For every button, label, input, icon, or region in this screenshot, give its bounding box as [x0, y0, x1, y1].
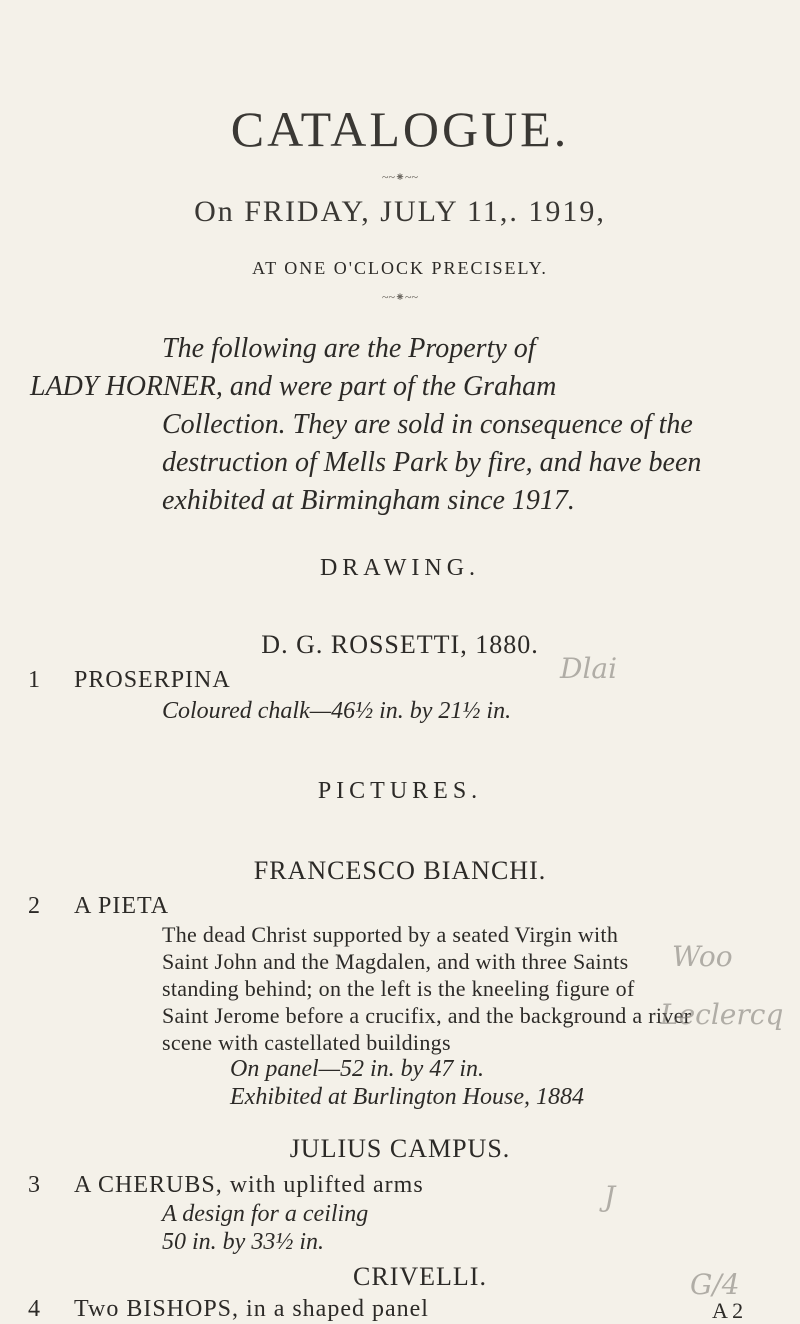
intro-line-1: The following are the Property of [162, 333, 536, 364]
lot-2-medium: On panel—52 in. by 47 in. [230, 1056, 484, 1082]
lot-2-title: A PIETA [74, 893, 170, 919]
section-heading-pictures: PICTURES. [317, 778, 483, 804]
lot-4-annotation: G/4 [690, 1268, 740, 1301]
lot-1-artist: D. G. ROSSETTI, 1880. [261, 630, 539, 659]
section-heading-drawing: DRAWING. [319, 555, 481, 581]
page-signature-mark: A 2 [712, 1298, 744, 1323]
lot-2-exhibited: Exhibited at Burlington House, 1884 [230, 1084, 584, 1110]
intro-line-2: LADY HORNER, and were part of the Graham [30, 371, 557, 402]
lot-3-subtitle: A design for a ceiling [162, 1201, 369, 1227]
intro-line-4: destruction of Mells Park by fire, and have been [162, 447, 702, 478]
lot-2-artist: FRANCESCO BIANCHI. [253, 856, 547, 885]
flourish-top: ~~⁕~~ [381, 170, 419, 184]
lot-3-annotation: J [604, 1180, 616, 1213]
lot-1-title: PROSERPINA [74, 667, 231, 693]
lot-1-number: 1 [28, 667, 40, 693]
intro-line-3: Collection. They are sold in consequence of the [162, 409, 693, 440]
lot-2-annotation-a: Woo [672, 940, 733, 973]
intro-line-5: exhibited at Birmingham since 1917. [162, 485, 575, 516]
sale-date: On FRIDAY, JULY 11,. 1919, [194, 195, 606, 228]
page-title: CATALOGUE. [230, 101, 570, 157]
lot-2-annotation-b: Leclercq [660, 998, 784, 1031]
lot-3-title: A CHERUBS, with uplifted arms [74, 1172, 424, 1198]
intro-paragraph [0, 330, 800, 520]
lot-1-medium: Coloured chalk—46½ in. by 21½ in. [162, 698, 512, 724]
lot-3-artist: JULIUS CAMPUS. [289, 1134, 511, 1163]
lot-4-artist: CRIVELLI. [353, 1262, 487, 1291]
lot-2-desc-line-5: scene with castellated buildings [162, 1030, 451, 1055]
flourish-bottom: ~~⁕~~ [381, 290, 419, 304]
lot-4-title: Two BISHOPS, in a shaped panel [74, 1296, 429, 1322]
lot-4-number: 4 [28, 1296, 40, 1322]
lot-2-desc-line-1: The dead Christ supported by a seated Virgin with [162, 922, 619, 947]
lot-2-desc-line-4: Saint Jerome before a crucifix, and the background a river [162, 1003, 692, 1028]
sale-time: AT ONE O'CLOCK PRECISELY. [252, 258, 548, 278]
lot-3-size: 50 in. by 33½ in. [162, 1229, 324, 1255]
lot-2-number: 2 [28, 893, 40, 919]
lot-2-desc-line-2: Saint John and the Magdalen, and with three Saints [162, 949, 629, 974]
lot-3-number: 3 [28, 1172, 40, 1198]
lot-1-annotation: Dlai [560, 652, 618, 685]
lot-2-desc-line-3: standing behind; on the left is the kneeling figure of [162, 976, 635, 1001]
